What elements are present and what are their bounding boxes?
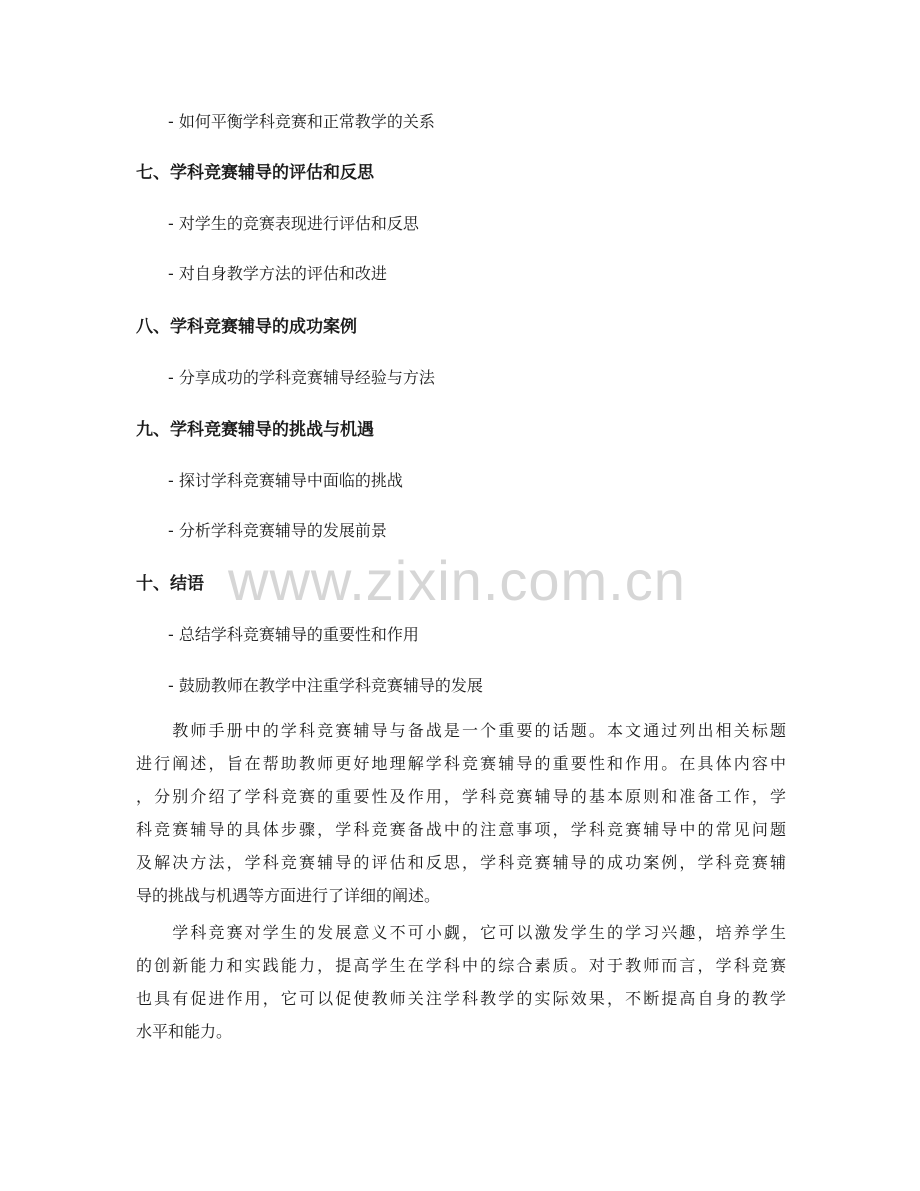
section-heading-9: 九、学科竞赛辅导的挑战与机遇	[136, 420, 374, 440]
significance-paragraph	[136, 916, 786, 1048]
section-heading-10: 十、结语	[136, 574, 204, 594]
paragraph-line: 及解决方法，学科竞赛辅导的评估和反思，学科竞赛辅导的成功案例，学科竞赛辅	[136, 853, 786, 872]
paragraph-line: 也具有促进作用，它可以促使教师关注学科教学的实际效果，不断提高自身的教学	[136, 989, 786, 1008]
list-item: - 鼓励教师在教学中注重学科竞赛辅导的发展	[168, 676, 483, 695]
list-item: - 分享成功的学科竞赛辅导经验与方法	[168, 368, 435, 387]
paragraph-line: 进行阐述，旨在帮助教师更好地理解学科竞赛辅导的重要性和作用。在具体内容中	[136, 754, 786, 773]
summary-paragraph	[136, 714, 786, 912]
paragraph-line: 学科竞赛对学生的发展意义不可小觑，它可以激发学生的学习兴趣，培养学生	[136, 923, 786, 942]
list-item: - 如何平衡学科竞赛和正常教学的关系	[168, 112, 435, 131]
paragraph-line: 的创新能力和实践能力，提高学生在学科中的综合素质。对于教师而言，学科竞赛	[136, 956, 786, 975]
list-item: - 对自身教学方法的评估和改进	[168, 264, 387, 283]
list-item: - 对学生的竞赛表现进行评估和反思	[168, 214, 419, 233]
paragraph-line: 导的挑战与机遇等方面进行了详细的阐述。	[136, 886, 441, 905]
list-item: - 总结学科竞赛辅导的重要性和作用	[168, 625, 419, 644]
section-heading-8: 八、学科竞赛辅导的成功案例	[136, 317, 357, 337]
section-heading-7: 七、学科竞赛辅导的评估和反思	[136, 163, 374, 183]
paragraph-line: 科竞赛辅导的具体步骤，学科竞赛备战中的注意事项，学科竞赛辅导中的常见问题	[136, 820, 786, 839]
list-item: - 探讨学科竞赛辅导中面临的挑战	[168, 471, 403, 490]
paragraph-line: 教师手册中的学科竞赛辅导与备战是一个重要的话题。本文通过列出相关标题	[136, 721, 786, 740]
list-item: - 分析学科竞赛辅导的发展前景	[168, 521, 387, 540]
paragraph-line: ，分别介绍了学科竞赛的重要性及作用，学科竞赛辅导的基本原则和准备工作，学	[136, 787, 786, 806]
paragraph-line: 水平和能力。	[136, 1022, 233, 1041]
watermark: www.zixin.com.cn	[228, 549, 686, 612]
